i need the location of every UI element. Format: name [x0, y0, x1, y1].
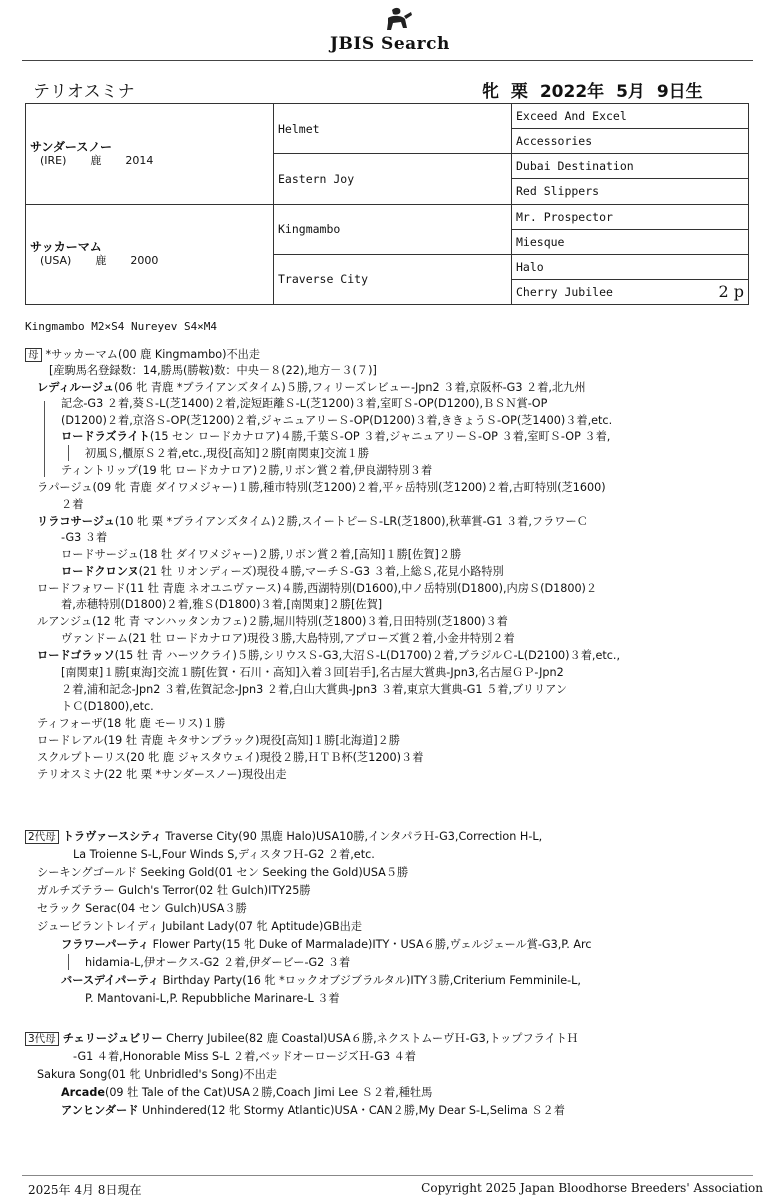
pedigree-gen3-8: [512, 279, 749, 304]
notable-horse-name: チェリージュビリー: [62, 1032, 163, 1045]
record-text: 初風Ｓ,櫃原Ｓ２着,etc.,現役[高知]２勝[南関東]交流１勝: [85, 447, 370, 460]
indent-bar: [68, 445, 69, 461]
record-text: ロードフォワード(11 牡 青鹿 ネオユニヴァース)４勝,西湖特別(D1600),中ノ岳特別(D1800),内房Ｓ(D1800)２: [37, 582, 598, 595]
record-line: [37, 514, 588, 529]
notable-horse-name: リラコサージュ: [37, 515, 115, 528]
notable-horse-name: フラワーパーティ: [61, 938, 150, 951]
record-line: [37, 750, 423, 765]
record-line: [73, 1049, 416, 1064]
record-text: ２着,浦和記念-Jpn2 ３着,佐賀記念-Jpn3 ２着,白山大賞典-Jpn3 ３着,東京大賞典-G1 ５着,ブリリアン: [61, 683, 568, 696]
record-text: -G3 ３着: [61, 531, 108, 544]
record-text: hidamia-L,伊オークス-G2 ２着,伊ダービー-G2 ３着: [85, 956, 351, 969]
notable-horse-name: ロードクロンヌ: [61, 565, 139, 578]
record-text: ロードサージュ(18 牡 ダイワメジャー)２勝,リボン賞２着,[高知]１勝[佐賀]２勝: [61, 548, 462, 561]
record-line: [61, 463, 432, 478]
record-line: [85, 955, 350, 970]
record-text: 着,赤穂特別(D1800)２着,雅Ｓ(D1800)３着,[南関東]２勝[佐賀]: [61, 598, 383, 611]
pedigree-dam-sire: Kingmambo: [274, 204, 512, 254]
record-line: [25, 829, 542, 844]
record-line: [61, 547, 461, 562]
pedigree-gen3-3: Dubai Destination: [512, 154, 749, 179]
sire-origin: (IRE): [40, 153, 67, 167]
record-line: [37, 865, 408, 880]
record-line: [61, 530, 107, 545]
record-line: [61, 413, 612, 428]
dam-year: 2000: [130, 254, 159, 268]
record-text: (10 牝 栗 *ブライアンズタイム)２勝,スイートピーＳ-LR(芝1800),秋華賞-G1 ３着,フラワーＣ: [114, 515, 588, 528]
sire-name: サンダースノー: [30, 139, 112, 154]
pedigree-gen3-8-name: Cherry Jubilee: [516, 284, 613, 299]
record-line: [49, 363, 377, 378]
record-line: [37, 581, 597, 596]
record-line: [37, 901, 247, 916]
record-text: ティフォーザ(18 牝 鹿 モーリス)１勝: [37, 717, 226, 730]
record-line: [37, 480, 606, 495]
record-line: [37, 614, 508, 629]
record-text: *サッカーマム(00 鹿 Kingmambo)不出走: [45, 348, 261, 361]
record-line: [73, 847, 375, 862]
record-text: 記念-G3 ２着,葵Ｓ-L(芝1400)２着,淀短距離Ｓ-L(芝1200)３着,室町Ｓ-OP(D1200),ＢＳＮ賞-OP: [61, 397, 548, 410]
record-text: ヴァンドーム(21 牡 ロードカナロア)現役３勝,大島特別,アプローズ賞２着,小金井特別２着: [61, 632, 515, 645]
record-line: [37, 1067, 277, 1082]
notable-horse-name: レディルージュ: [37, 381, 114, 394]
record-text: (D1200)２着,京洛Ｓ-OP(芝1200)２着,ジャニュアリーＳ-OP(D1200)３着,ききょうＳ-OP(芝1400)３着,etc.: [61, 414, 613, 427]
pedigree-sire: [26, 104, 274, 205]
record-line: [37, 767, 287, 782]
record-text: ルアンジュ(12 牝 青 マンハッタンカフェ)２勝,堀川特別(芝1800)３着,日田特別(芝1800)３着: [37, 615, 508, 628]
pedigree-gen3-4: Red Slippers: [512, 179, 749, 204]
record-line: [61, 497, 83, 512]
pedigree-dam-dam: Traverse City: [274, 254, 512, 304]
footer-divider: [22, 1175, 753, 1176]
record-text: テリオスミナ(22 牝 栗 *サンダースノー)現役出走: [37, 768, 287, 781]
record-text: Birthday Party(16 牝 *ロックオブジブラルタル)ITY３勝,Criterium Femminile-L,: [159, 974, 581, 987]
record-text: ロードレアル(19 牡 青鹿 キタサンブラック)現役[高知]１勝[北海道]２勝: [37, 734, 400, 747]
record-text: (09 牡 Tale of the Cat)USA２勝,Coach Jimi Lee Ｓ２着,種牡馬: [104, 1086, 433, 1099]
record-line: [37, 919, 362, 934]
jbis-logo: [320, 6, 470, 56]
record-text: Sakura Song(01 牝 Unbridled's Song)不出走: [37, 1068, 278, 1081]
record-text: ガルチズテラー Gulch's Terror(02 牡 Gulch)ITY25勝: [37, 884, 311, 897]
record-line: [25, 1031, 578, 1046]
header-divider: [22, 60, 753, 61]
generation-tag: 母: [25, 348, 42, 362]
pedigree-gen3-7: Halo: [512, 254, 749, 279]
record-line: [61, 1103, 565, 1118]
pedigree-sire-dam: Eastern Joy: [274, 154, 512, 204]
horse-sex-color-birthdate: 牝 栗 2022年 5月 9日生: [482, 82, 703, 102]
record-text: (15 セン ロードカナロア)４勝,千葉Ｓ-OP ３着,ジャニュアリーＳ-OP ３着,室町Ｓ-OP ３着,: [149, 430, 611, 443]
as-of-date: 2025年 4月 8日現在: [28, 1183, 142, 1197]
record-line: [61, 429, 610, 444]
pedigree-gen3-2: Accessories: [512, 129, 749, 154]
record-text: セラック Serac(04 セン Gulch)USA３勝: [37, 902, 247, 915]
generation-tag: 2代母: [25, 830, 59, 844]
record-line: [25, 347, 260, 362]
record-line: [61, 665, 564, 680]
sire-color: 鹿: [90, 153, 102, 167]
record-text: (15 牡 青 ハーツクライ)５勝,シリウスＳ-G3,大沼Ｓ-L(D1700)２着,ブラジルＣ-L(D2100)３着,etc.,: [114, 649, 621, 662]
record-line: [37, 380, 586, 395]
dam-origin: (USA): [40, 254, 72, 268]
record-line: [61, 937, 592, 952]
record-text: Traverse City(90 黒鹿 Halo)USA10勝,インタパラＨ-G3,Correction H-L,: [161, 830, 543, 843]
record-line: [61, 631, 515, 646]
record-line: [61, 597, 382, 612]
record-line: [37, 716, 225, 731]
indent-bar: [44, 401, 45, 477]
record-line: [85, 991, 340, 1006]
record-text: ジュービラントレイディ Jubilant Lady(07 牝 Aptitude)GB出走: [37, 920, 363, 933]
logo-text: JBIS Search: [330, 34, 450, 54]
record-line: [61, 973, 581, 988]
horse-rider-logo-icon: [378, 6, 414, 36]
notable-horse-name: Arcade: [61, 1086, 105, 1099]
record-line: [37, 648, 620, 663]
record-line: [85, 446, 369, 461]
copyright: Copyright 2025 Japan Bloodhorse Breeders' Association: [421, 1181, 763, 1195]
page-mark: 2 p: [718, 281, 744, 301]
notable-horse-name: トラヴァースシティ: [62, 830, 162, 843]
pedigree-sire-sire: Helmet: [274, 104, 512, 154]
inbreeding-note: Kingmambo M2×S4 Nureyev S4×M4: [25, 320, 218, 333]
record-text: ２着: [61, 498, 84, 511]
record-line: [61, 682, 567, 697]
pedigree-dam: [26, 204, 274, 305]
indent-bar: [68, 954, 69, 970]
notable-horse-name: ロードラズライト: [61, 430, 150, 443]
record-text: (21 牡 リオンディーズ)現役４勝,マーチＳ-G3 ３着,上総Ｓ,花見小路特別: [138, 565, 504, 578]
notable-horse-name: アンヒンダード: [61, 1104, 139, 1117]
record-line: [61, 699, 154, 714]
record-text: ティントリップ(19 牝 ロードカナロア)２勝,リボン賞２着,伊良湖特別３着: [61, 464, 433, 477]
dam-name: サッカーマム: [30, 240, 102, 255]
record-text: Cherry Jubilee(82 鹿 Coastal)USA６勝,ネクストムーヴＨ-G3,トップフライトＨ: [162, 1032, 579, 1045]
horse-name: テリオスミナ: [33, 82, 135, 102]
record-text: シーキングゴールド Seeking Gold(01 セン Seeking the Gold)USA５勝: [37, 866, 409, 879]
record-line: [61, 396, 547, 411]
record-text: スクルプトーリス(20 牝 鹿 ジャスタウェイ)現役２勝,ＨＴＢ杯(芝1200)３着: [37, 751, 424, 764]
generation-tag: 3代母: [25, 1032, 59, 1046]
notable-horse-name: バースデイパーティ: [61, 974, 160, 987]
record-text: -G1 ４着,Honorable Miss S-L ２着,ベッドオーロージズＨ-G3 ４着: [73, 1050, 416, 1063]
record-text: トＣ(D1800),etc.: [61, 700, 154, 713]
record-text: [産駒馬名登録数：14,勝馬(勝鞍)数：中央－８(22),地方－３(７)]: [49, 364, 377, 377]
record-text: [南関東]１勝[東海]交流１勝[佐賀・石川・高知]入着３回[岩手],名古屋大賞典-Jpn3,名古屋ＧＰ-Jpn2: [61, 666, 564, 679]
sire-year: 2014: [125, 153, 154, 167]
record-text: (06 牝 青鹿 *ブライアンズタイム)５勝,フィリーズレビュー-Jpn2 ３着,京阪杯-G3 ２着,北九州: [113, 381, 586, 394]
pedigree-gen3-1: Exceed And Excel: [512, 104, 749, 129]
record-text: ラパージュ(09 牝 青鹿 ダイワメジャー)１勝,種市特別(芝1200)２着,平ヶ岳特別(芝1200)２着,古町特別(芝1600): [37, 481, 606, 494]
record-line: [37, 733, 400, 748]
record-line: [37, 883, 311, 898]
record-line: [61, 1085, 432, 1100]
pedigree-gen3-5: Mr. Prospector: [512, 204, 749, 229]
record-text: Unhindered(12 牝 Stormy Atlantic)USA・CAN２勝,My Dear S-L,Selima Ｓ２着: [138, 1104, 565, 1117]
notable-horse-name: ロードゴラッソ: [37, 649, 115, 662]
record-text: P. Mantovani-L,P. Repubbliche Marinare-L ３着: [85, 992, 340, 1005]
pedigree-table: [25, 103, 749, 305]
record-line: [61, 564, 504, 579]
dam-color: 鹿: [95, 254, 107, 268]
record-text: La Troienne S-L,Four Winds S,ディスタフＨ-G2 ２着,etc.: [73, 848, 375, 861]
record-text: Flower Party(15 牝 Duke of Marmalade)ITY・USA６勝,ヴェルジェール賞-G3,P. Arc: [149, 938, 592, 951]
pedigree-gen3-6: Miesque: [512, 229, 749, 254]
